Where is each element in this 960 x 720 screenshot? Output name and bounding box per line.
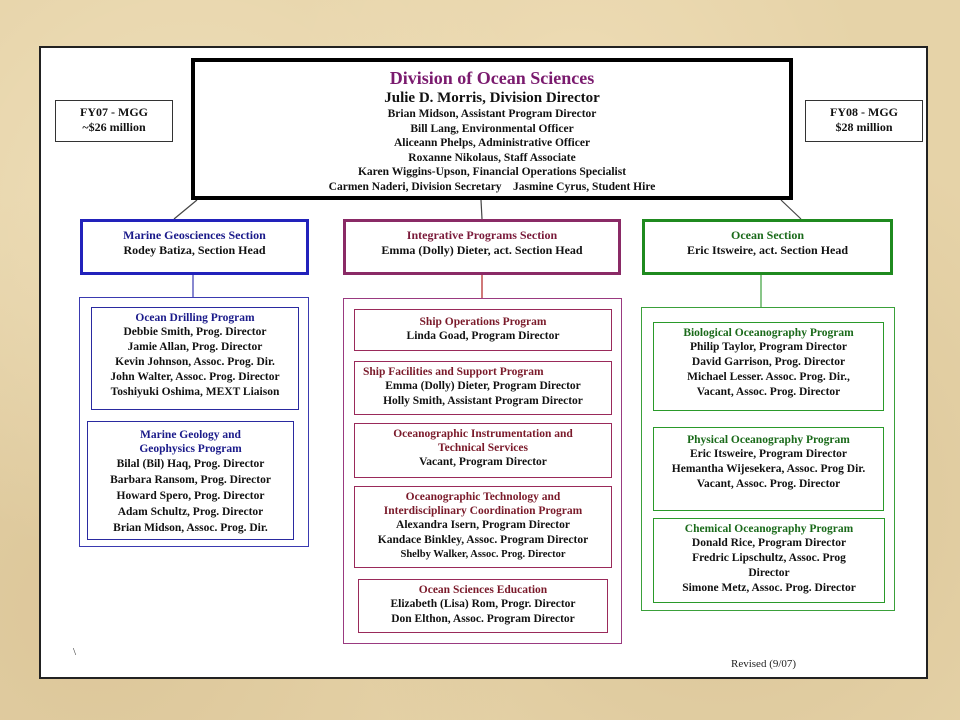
program-name: Physical Oceanography Program: [687, 434, 850, 446]
program-staff: Holly Smith, Assistant Program Director: [383, 395, 583, 407]
program-staff: Emma (Dolly) Dieter, Program Director: [385, 380, 581, 392]
program-name: Marine Geology and: [140, 429, 241, 441]
program-staff: Vacant, Program Director: [419, 456, 547, 468]
org-chart-slide: [39, 46, 928, 679]
program-marine-geology-geophysics: [87, 421, 294, 540]
budget-label: FY08 - MGG: [830, 105, 898, 119]
program-staff: Howard Spero, Prog. Director: [116, 490, 265, 502]
program-staff: Simone Metz, Assoc. Prog. Director: [682, 582, 856, 594]
program-instrumentation-technical-services: [354, 423, 612, 478]
program-name: Ocean Drilling Program: [135, 312, 255, 324]
program-technology-interdisciplinary: [354, 486, 612, 568]
program-name: Oceanographic Technology and: [405, 491, 561, 503]
program-staff: David Garrison, Prog. Director: [691, 356, 846, 368]
program-name: Ocean Sciences Education: [418, 584, 548, 596]
program-staff: Eric Itsweire, Program Director: [689, 448, 848, 460]
division-staff: Aliceann Phelps, Administrative Officer: [393, 137, 591, 149]
division-staff: Karen Wiggins-Upson, Financial Operations Specialist: [357, 166, 627, 178]
program-ocean-drilling: [91, 307, 299, 410]
program-staff: Fredric Lipschultz, Assoc. Prog: [692, 552, 846, 564]
program-physical-oceanography: [653, 427, 884, 511]
program-name: Biological Oceanography Program: [683, 327, 854, 339]
section-head: Rodey Batiza, Section Head: [123, 243, 266, 257]
budget-amount: ~$26 million: [82, 120, 146, 134]
program-staff: Toshiyuki Oshima, MEXT Liaison: [110, 386, 280, 398]
section-name: Ocean Section: [731, 228, 804, 242]
program-staff: Brian Midson, Assoc. Prog. Dir.: [113, 522, 268, 534]
budget-amount: $28 million: [835, 120, 893, 134]
program-staff: Donald Rice, Program Director: [691, 537, 847, 549]
division-staff: Roxanne Nikolaus, Staff Associate: [408, 151, 576, 164]
program-staff: Kandace Binkley, Assoc. Program Director: [377, 534, 589, 546]
program-biological-oceanography: [653, 322, 884, 411]
section-ocean: [642, 219, 893, 275]
connector-geo: [174, 200, 197, 219]
budget-fy07: [55, 100, 173, 142]
section-marine-geosciences: [80, 219, 309, 275]
program-name: Ship Operations Program: [419, 316, 547, 328]
program-name: Chemical Oceanography Program: [684, 523, 854, 535]
program-staff: Elizabeth (Lisa) Rom, Progr. Director: [390, 598, 576, 610]
program-staff: Shelby Walker, Assoc. Prog. Director: [400, 549, 566, 560]
program-chemical-oceanography: [653, 518, 885, 603]
section-integrative-programs: [343, 219, 621, 275]
program-ship-operations: [354, 309, 612, 351]
program-staff: Bilal (Bil) Haq, Prog. Director: [116, 458, 265, 470]
program-staff: Linda Goad, Program Director: [406, 330, 560, 342]
program-staff: Alexandra Isern, Program Director: [396, 519, 570, 531]
program-name: Ship Facilities and Support Program: [363, 366, 544, 378]
section-name: Marine Geosciences Section: [123, 228, 266, 242]
budget-fy08: [805, 100, 923, 142]
program-staff: Director: [748, 567, 790, 579]
budget-label: FY07 - MGG: [80, 105, 148, 119]
program-staff: Kevin Johnson, Assoc. Prog. Dir.: [115, 356, 275, 368]
program-staff: Don Elthon, Assoc. Program Director: [391, 613, 575, 625]
program-staff: Debbie Smith, Prog. Director: [123, 326, 267, 338]
section-head: Emma (Dolly) Dieter, act. Section Head: [381, 243, 583, 257]
program-staff: Michael Lesser. Assoc. Prog. Dir.,: [687, 371, 850, 383]
program-staff: Barbara Ransom, Prog. Director: [110, 474, 271, 486]
revised-date: Revised (9/07): [731, 658, 797, 670]
program-staff: Vacant, Assoc. Prog. Director: [696, 478, 841, 490]
division-director: Julie D. Morris, Division Director: [384, 90, 600, 106]
program-staff: Philip Taylor, Program Director: [690, 341, 847, 353]
connector-int: [481, 200, 482, 219]
division-staff: Carmen Naderi, Division Secretary Jasmine Cyrus, Student Hire: [328, 180, 656, 193]
section-head: Eric Itsweire, act. Section Head: [686, 243, 849, 257]
program-name: Geophysics Program: [139, 443, 242, 455]
connector-ocean: [781, 200, 801, 219]
program-staff: Jamie Allan, Prog. Director: [127, 341, 263, 353]
section-name: Integrative Programs Section: [406, 228, 558, 242]
program-ocean-sciences-education: [358, 579, 608, 633]
stray-mark: \: [73, 646, 77, 658]
program-name: Technical Services: [438, 442, 528, 454]
program-staff: Hemantha Wijesekera, Assoc. Prog Dir.: [671, 463, 866, 475]
program-ship-facilities-support: [354, 361, 612, 415]
division-staff: Bill Lang, Environmental Officer: [410, 122, 574, 135]
program-name: Oceanographic Instrumentation and: [393, 428, 573, 440]
program-staff: Vacant, Assoc. Prog. Director: [696, 386, 841, 398]
program-staff: Adam Schultz, Prog. Director: [117, 506, 264, 518]
division-title: Division of Ocean Sciences: [389, 68, 595, 88]
program-name: Interdisciplinary Coordination Program: [383, 505, 583, 517]
division-staff: Brian Midson, Assistant Program Director: [387, 108, 597, 120]
program-staff: John Walter, Assoc. Prog. Director: [110, 371, 280, 383]
division-box: [191, 58, 793, 200]
